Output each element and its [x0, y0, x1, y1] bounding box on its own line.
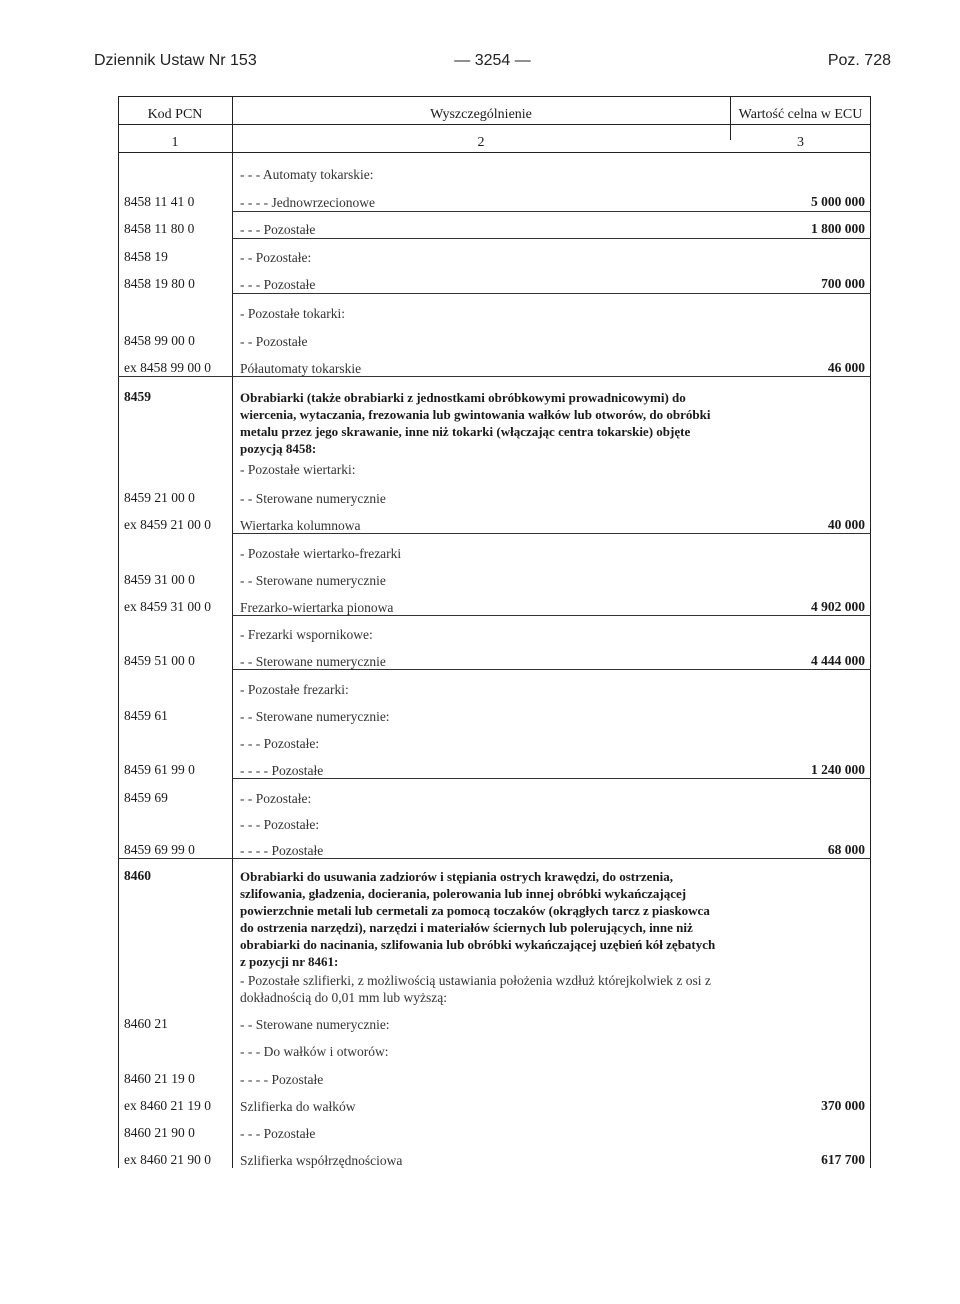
column-number-1: 1	[171, 135, 179, 150]
pcn-code: 8459 31 00 0	[124, 572, 195, 587]
column-divider-1	[232, 96, 233, 1168]
tariff-table	[118, 96, 871, 1168]
table-border-top	[118, 96, 871, 97]
pcn-code: 8460 21	[124, 1016, 168, 1031]
description: - - - Pozostałe:	[240, 736, 320, 751]
underline	[232, 669, 871, 670]
table-border-left	[118, 96, 119, 1168]
customs-value: 5 000 000	[811, 194, 865, 209]
customs-value: 40 000	[827, 517, 865, 532]
customs-value: 700 000	[821, 276, 865, 291]
description: - - Sterowane numerycznie:	[240, 1017, 390, 1032]
description: - Pozostałe frezarki:	[240, 682, 349, 697]
description: - - - - Pozostałe	[240, 763, 324, 778]
position-number: Poz. 728	[827, 52, 891, 69]
pcn-code: ex 8458 99 00 0	[124, 360, 211, 375]
column-header-description: Wyszczególnienie	[430, 107, 532, 122]
description: - - - - Pozostałe	[240, 1072, 324, 1087]
customs-value: 68 000	[827, 842, 865, 857]
description: - Frezarki wspornikowe:	[240, 627, 373, 642]
description: Szlifierka do wałków	[240, 1099, 356, 1114]
header-bottom-line	[118, 152, 871, 153]
description: - - - - Jednowrzecionowe	[240, 195, 375, 210]
pcn-code: 8459	[124, 389, 151, 404]
description: - - - Pozostałe:	[240, 817, 320, 832]
description: - - Sterowane numerycznie	[240, 491, 386, 506]
description: - - Pozostałe:	[240, 250, 312, 265]
pcn-code: 8459 69	[124, 790, 168, 805]
description: Półautomaty tokarskie	[240, 361, 362, 376]
description: - - Pozostałe	[240, 334, 308, 349]
underline	[118, 376, 871, 377]
page-header	[94, 52, 891, 76]
page-number: — 3254 —	[454, 52, 531, 69]
pcn-code: 8458 99 00 0	[124, 333, 195, 348]
description: - Pozostałe wiertarki:	[240, 462, 356, 477]
pcn-code: 8459 51 00 0	[124, 653, 195, 668]
customs-value: 46 000	[827, 360, 865, 375]
description: Obrabiarki (także obrabiarki z jednostkami obróbkowymi prowadnicowymi) do wiercenia, wytaczania, frezowania lub gwintowania wałków lub otworów, do obróbki metalu przez jego skrawanie, inne niż tokarki (włączając centra tokarskie) objęte pozycją 8458:	[240, 390, 711, 456]
customs-value: 1 240 000	[811, 762, 865, 777]
pcn-code: ex 8460 21 19 0	[124, 1098, 211, 1113]
underline	[232, 778, 871, 779]
description: - - - Pozostałe	[240, 222, 316, 237]
description: - - Sterowane numerycznie	[240, 654, 386, 669]
pcn-code: 8459 21 00 0	[124, 490, 195, 505]
pcn-code: 8460 21 19 0	[124, 1071, 195, 1086]
description: - - Pozostałe:	[240, 791, 312, 806]
column-number-3: 3	[797, 135, 804, 150]
description: - - Sterowane numerycznie	[240, 573, 386, 588]
pcn-code: 8459 61 99 0	[124, 762, 195, 777]
description: - - - - Pozostałe	[240, 843, 324, 858]
pcn-code: 8460 21 90 0	[124, 1125, 195, 1140]
description: - - - Automaty tokarskie:	[240, 167, 374, 182]
description: Frezarko-wiertarka pionowa	[240, 600, 394, 615]
description: Szlifierka współrzędnościowa	[240, 1153, 403, 1168]
pcn-code: ex 8459 31 00 0	[124, 599, 211, 614]
pcn-code: 8458 11 80 0	[124, 221, 195, 236]
pcn-code: 8458 19 80 0	[124, 276, 195, 291]
customs-value: 617 700	[821, 1152, 865, 1167]
underline	[232, 615, 871, 616]
description: - - - Do wałków i otworów:	[240, 1044, 389, 1059]
customs-value: 370 000	[821, 1098, 865, 1113]
header-divider	[118, 124, 871, 125]
underline	[232, 211, 871, 212]
description: - - - Pozostałe	[240, 1126, 316, 1141]
description: Wiertarka kolumnowa	[240, 518, 361, 533]
journal-title: Dziennik Ustaw Nr 153	[94, 52, 257, 69]
customs-value: 4 902 000	[811, 599, 865, 614]
description: Obrabiarki do usuwania zadziorów i stępiania ostrych krawędzi, do ostrzenia, szlifowania, gładzenia, docierania, polerowania lub innej obróbki wykańczającej powierzchnie metali lub cermetali za pomocą toczaków (okrągłych tarcz z piaskowca do ostrzenia narzędzi), narzędzi i materiałów ściernych lub polerujących, inne niż obrabiarki do nacinania, szlifowania lub obróbki wykańczającej uzębień kół zębatych z pozycji nr 8461:	[240, 869, 716, 969]
underline	[232, 293, 871, 294]
column-number-2: 2	[477, 135, 485, 150]
column-header-code: Kod PCN	[147, 107, 203, 122]
column-header-value: Wartość celna w ECU	[738, 107, 863, 122]
pcn-code: 8458 11 41 0	[124, 194, 195, 209]
underline	[232, 533, 871, 534]
description: - Pozostałe tokarki:	[240, 306, 345, 321]
description: - - Sterowane numerycznie:	[240, 709, 390, 724]
description: - Pozostałe wiertarko-frezarki	[240, 546, 402, 561]
pcn-code: 8459 69 99 0	[124, 842, 195, 857]
description: - - - Pozostałe	[240, 277, 316, 292]
table-border-right	[870, 96, 871, 1168]
pcn-code: 8460	[124, 868, 151, 883]
pcn-code: 8459 61	[124, 708, 168, 723]
customs-value: 1 800 000	[811, 221, 865, 236]
pcn-code: ex 8460 21 90 0	[124, 1152, 211, 1167]
description: - Pozostałe szlifierki, z możliwością ustawiania położenia wzdłuż którejkolwiek z osi z dokładnością do 0,01 mm lub wyższą:	[240, 973, 711, 1005]
pcn-code: 8458 19	[124, 249, 168, 264]
pcn-code: ex 8459 21 00 0	[124, 517, 211, 532]
underline	[118, 858, 871, 859]
underline	[232, 238, 871, 239]
customs-value: 4 444 000	[811, 653, 865, 668]
